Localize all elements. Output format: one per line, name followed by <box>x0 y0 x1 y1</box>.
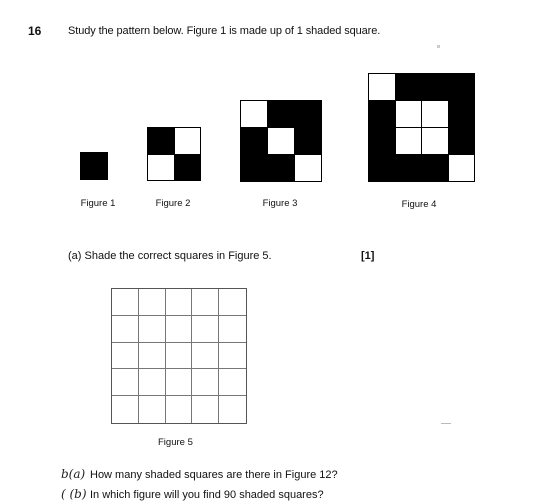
figure-1-cell <box>81 153 107 179</box>
figure-3-label: Figure 3 <box>262 198 298 209</box>
figure-5-cell[interactable] <box>139 343 166 370</box>
figure-5-cell[interactable] <box>219 316 246 343</box>
figure-5-cell[interactable] <box>192 289 219 316</box>
speck-mark <box>437 45 440 48</box>
figure-5-cell[interactable] <box>219 343 246 370</box>
part-b-handwritten-label: b(a) <box>61 467 86 481</box>
figure-5-cell[interactable] <box>166 316 193 343</box>
figure-2-label: Figure 2 <box>155 198 191 209</box>
figure-2-cell <box>148 128 174 154</box>
figure-4-cell <box>449 74 475 100</box>
figure-4-cell <box>369 74 395 100</box>
question-intro: Study the pattern below. Figure 1 is made up of 1 shaded square. <box>68 25 381 37</box>
figure-5-cell[interactable] <box>166 289 193 316</box>
figure-5-cell[interactable] <box>166 369 193 396</box>
figure-4-cell <box>369 128 395 154</box>
figure-1-grid <box>80 152 108 180</box>
figure-5-cell[interactable] <box>166 343 193 370</box>
part-a-question: (a) Shade the correct squares in Figure 5. <box>68 250 272 262</box>
figure-4-cell <box>449 128 475 154</box>
figure-2-cell <box>148 155 174 181</box>
figure-5-label: Figure 5 <box>158 437 193 448</box>
figure-2-cell <box>175 155 201 181</box>
figure-5-cell[interactable] <box>192 396 219 423</box>
figure-5-cell[interactable] <box>139 316 166 343</box>
divider-mark <box>441 423 451 424</box>
figure-5-cell[interactable] <box>112 369 139 396</box>
part-b-question: How many shaded squares are there in Figure 12? <box>90 469 338 481</box>
figure-5-cell[interactable] <box>112 343 139 370</box>
part-a-marks: [1] <box>361 250 375 262</box>
figure-3-cell <box>241 101 267 127</box>
figure-5-cell[interactable] <box>112 289 139 316</box>
figure-3-grid <box>240 100 322 182</box>
figure-4-cell <box>396 128 422 154</box>
figure-3-cell <box>268 155 294 181</box>
figure-5-cell[interactable] <box>219 289 246 316</box>
figure-4-cell <box>396 155 422 181</box>
figure-3-cell <box>241 128 267 154</box>
figure-4-cell <box>449 155 475 181</box>
figure-4-cell <box>396 101 422 127</box>
figure-3-cell <box>295 155 321 181</box>
figure-5-cell[interactable] <box>219 369 246 396</box>
figure-5-cell[interactable] <box>139 396 166 423</box>
figure-3-cell <box>295 101 321 127</box>
part-c-handwritten-label: ( (b) <box>61 487 87 501</box>
figure-4-cell <box>422 101 448 127</box>
figure-5-cell[interactable] <box>166 396 193 423</box>
figure-5-cell[interactable] <box>192 369 219 396</box>
figure-4-grid <box>368 73 475 182</box>
figure-5-cell[interactable] <box>139 369 166 396</box>
figure-5-cell[interactable] <box>192 343 219 370</box>
part-c-question: In which figure will you find 90 shaded squares? <box>90 489 324 501</box>
figure-2-cell <box>175 128 201 154</box>
figure-5-cell[interactable] <box>192 316 219 343</box>
figure-3-cell <box>295 128 321 154</box>
figure-4-cell <box>396 74 422 100</box>
figure-5-empty-grid[interactable] <box>111 288 247 424</box>
figure-3-cell <box>268 128 294 154</box>
figure-5-cell[interactable] <box>139 289 166 316</box>
figure-4-cell <box>449 101 475 127</box>
figure-5-cell[interactable] <box>112 316 139 343</box>
figure-3-cell <box>241 155 267 181</box>
figure-4-cell <box>369 101 395 127</box>
figure-2-grid <box>147 127 201 181</box>
figure-4-cell <box>369 155 395 181</box>
question-number: 16 <box>28 24 42 38</box>
figure-4-cell <box>422 128 448 154</box>
figure-3-cell <box>268 101 294 127</box>
figure-4-cell <box>422 155 448 181</box>
figure-4-label: Figure 4 <box>401 199 437 210</box>
figure-4-cell <box>422 74 448 100</box>
figure-5-cell[interactable] <box>112 396 139 423</box>
figure-1-label: Figure 1 <box>80 198 116 209</box>
figure-5-cell[interactable] <box>219 396 246 423</box>
